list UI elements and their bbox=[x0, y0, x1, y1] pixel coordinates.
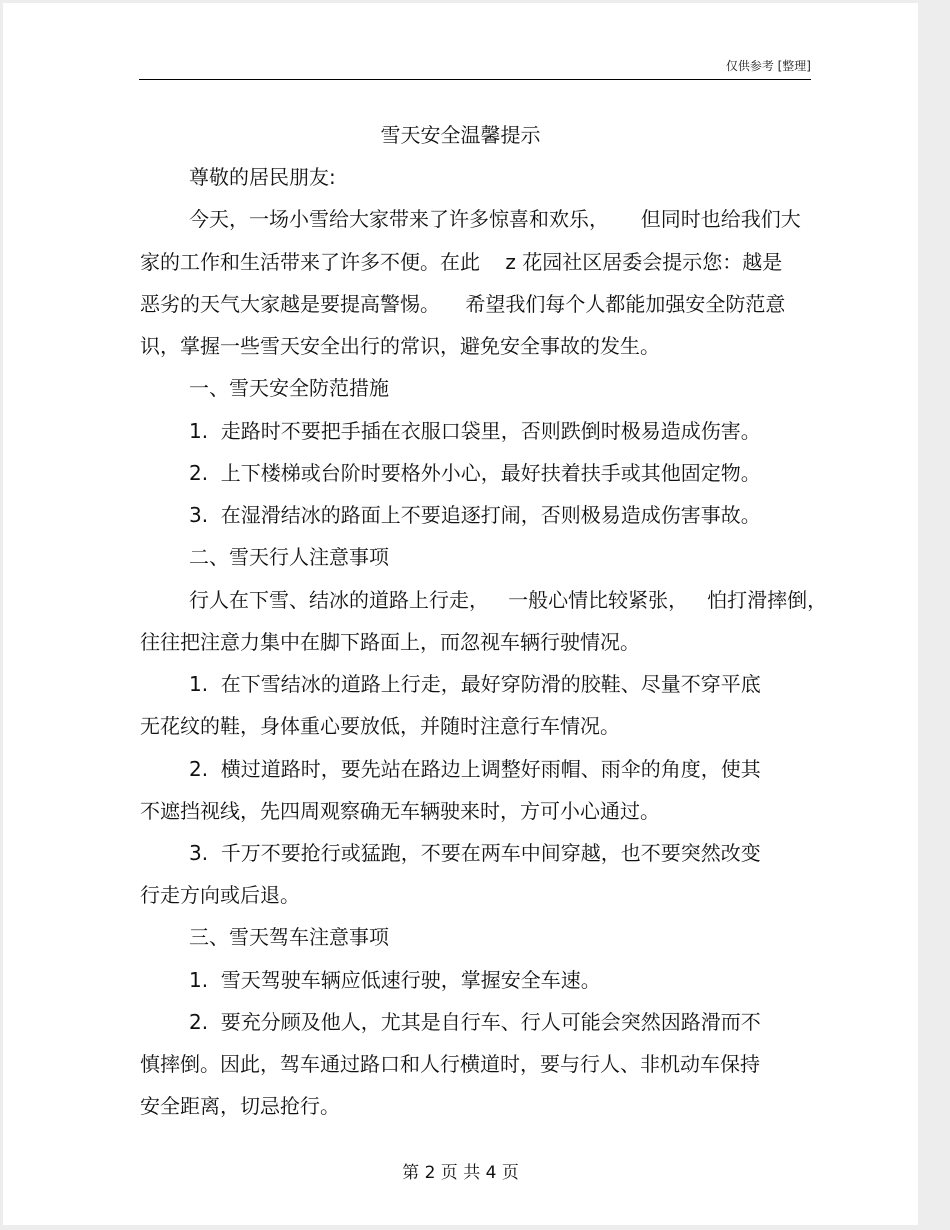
list-item: 2. 横过道路时，要先站在路边上调整好雨帽、雨伞的角度，使其 bbox=[189, 757, 761, 781]
greeting-line: 尊敬的居民朋友: bbox=[189, 165, 336, 189]
page-header bbox=[139, 51, 811, 80]
list-item: 1. 雪天驾驶车辆应低速行驶，掌握安全车速。 bbox=[189, 968, 601, 992]
header-note: 仅供参考 [整理] bbox=[725, 59, 811, 73]
paragraph-line: 识，掌握一些雪天安全出行的常识，避免安全事故的发生。 bbox=[140, 334, 660, 358]
paragraph-line: 恶劣的天气大家越是要提高警惕。 希望我们每个人都能加强安全防范意 bbox=[140, 292, 786, 316]
list-item: 3. 在湿滑结冰的路面上不要追逐打闹，否则极易造成伤害事故。 bbox=[189, 503, 761, 527]
list-item-continuation: 慎摔倒。因此，驾车通过路口和人行横道时，要与行人、非机动车保持 bbox=[140, 1052, 760, 1076]
list-item: 1. 在下雪结冰的道路上行走，最好穿防滑的胶鞋、尽量不穿平底 bbox=[189, 672, 761, 696]
list-item: 2. 上下楼梯或台阶时要格外小心，最好扶着扶手或其他固定物。 bbox=[189, 461, 761, 485]
document-title: 雪天安全温馨提示 bbox=[380, 123, 541, 147]
list-item: 2. 要充分顾及他人，尤其是自行车、行人可能会突然因路滑而不 bbox=[189, 1010, 761, 1034]
list-item-continuation: 不遮挡视线，先四周观察确无车辆驶来时，方可小心通过。 bbox=[140, 799, 660, 823]
section-heading: 一、雪天安全防范措施 bbox=[189, 376, 389, 400]
list-item-continuation: 安全距离，切忌抢行。 bbox=[140, 1094, 340, 1118]
section-heading: 二、雪天行人注意事项 bbox=[189, 545, 389, 569]
page-number: 第 2 页 共 4 页 bbox=[402, 1163, 519, 1183]
paragraph-line: 行人在下雪、结冰的道路上行走， 一般心情比较紧张， 怕打滑摔倒， bbox=[189, 588, 828, 612]
list-item: 1. 走路时不要把手插在衣服口袋里，否则跌倒时极易造成伤害。 bbox=[189, 419, 761, 443]
section-heading: 三、雪天驾车注意事项 bbox=[189, 925, 389, 949]
list-item-continuation: 行走方向或后退。 bbox=[140, 883, 300, 907]
paragraph-line: 家的工作和生活带来了许多不便。在此 z 花园社区居委会提示您：越是 bbox=[140, 250, 783, 274]
document-page bbox=[3, 3, 918, 1225]
list-item: 3. 千万不要抢行或猛跑，不要在两车中间穿越，也不要突然改变 bbox=[189, 841, 761, 865]
list-item-continuation: 无花纹的鞋，身体重心要放低，并随时注意行车情况。 bbox=[140, 714, 620, 738]
paragraph-line: 今天，一场小雪给大家带来了许多惊喜和欢乐， 但同时也给我们大 bbox=[189, 207, 801, 231]
paragraph-line: 往往把注意力集中在脚下路面上，而忽视车辆行驶情况。 bbox=[140, 630, 640, 654]
